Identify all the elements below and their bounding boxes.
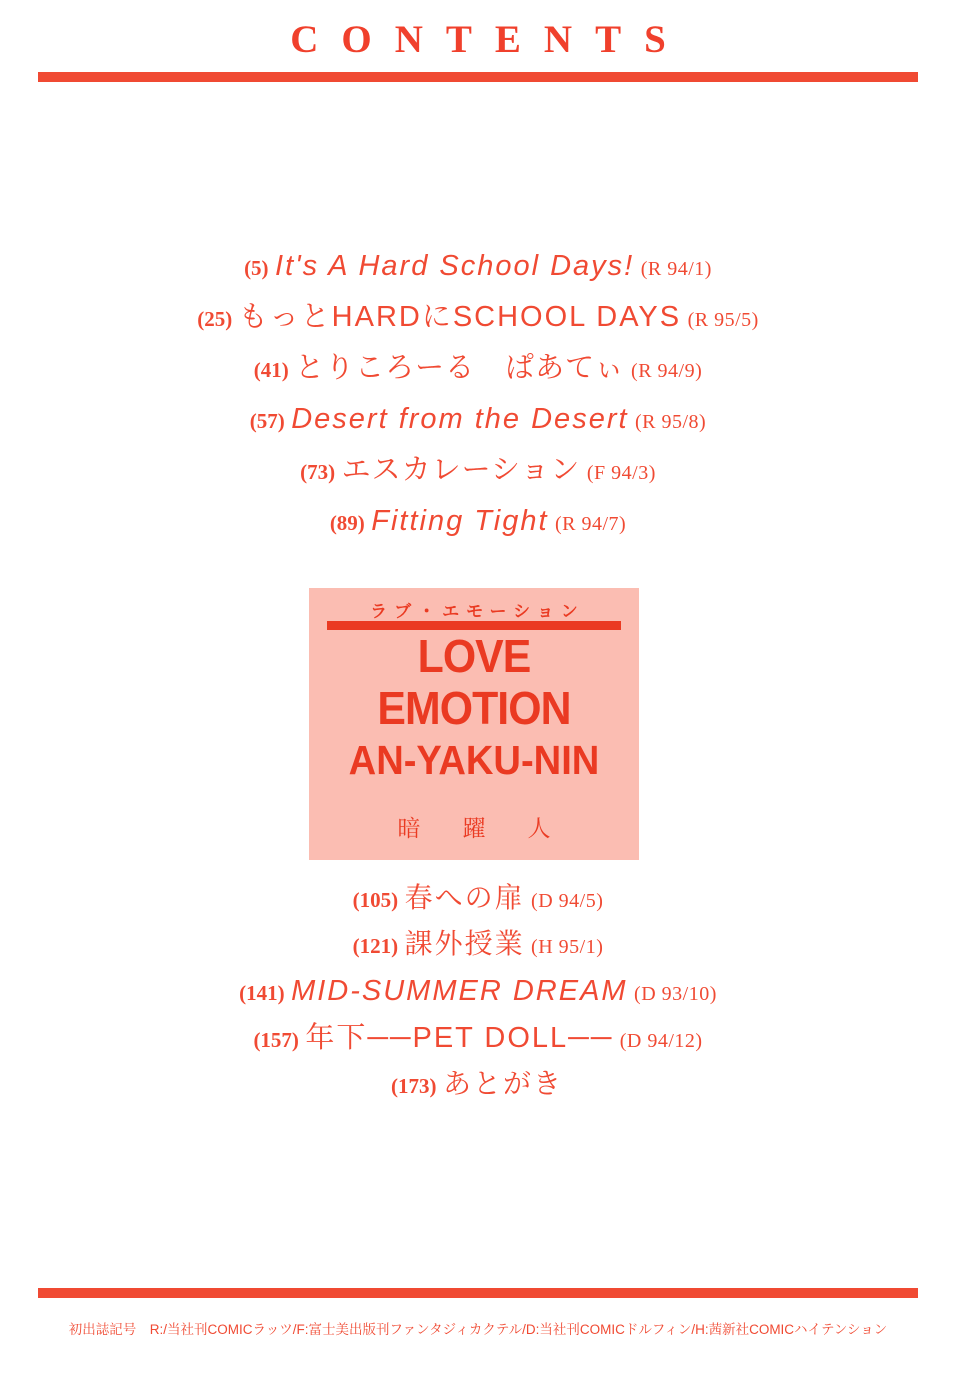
toc-entry-title: Desert from the Desert bbox=[291, 403, 629, 435]
logo-line-2: AN-YAKU-NIN bbox=[348, 737, 600, 783]
toc-page-number: (41) bbox=[253, 358, 289, 382]
list-item[interactable] bbox=[0, 885, 956, 913]
list-item[interactable] bbox=[0, 931, 956, 959]
toc-upper bbox=[0, 252, 956, 558]
toc-entry-title: エスカレーション bbox=[341, 454, 581, 486]
toc-page-number: (121) bbox=[352, 934, 399, 958]
page-header bbox=[0, 20, 956, 59]
love-emotion-logo bbox=[309, 588, 639, 860]
toc-entry-source: (H 95/1) bbox=[531, 936, 604, 958]
toc-entry-title: 年下──PET DOLL── bbox=[305, 1022, 614, 1054]
toc-entry-source: (R 95/8) bbox=[635, 411, 707, 433]
list-item[interactable] bbox=[0, 354, 956, 383]
divider-bottom bbox=[38, 1288, 918, 1298]
toc-page-number: (105) bbox=[352, 888, 399, 912]
toc-entry-title: Fitting Tight bbox=[371, 505, 549, 537]
list-item[interactable] bbox=[0, 507, 956, 536]
list-item[interactable] bbox=[0, 303, 956, 332]
list-item[interactable] bbox=[0, 977, 956, 1006]
logo-kanji-text: 暗躍人 bbox=[397, 816, 593, 841]
list-item[interactable] bbox=[0, 252, 956, 281]
toc-entry-source: (D 94/5) bbox=[531, 890, 604, 912]
toc-page-number: (5) bbox=[244, 256, 269, 280]
footnote: 初出誌記号 R:/当社刊COMICラッツ/F:富士美出版刊ファンタジィカクテル/D:当社刊COMICドルフィン/H:茜新社COMICハイテンション bbox=[68, 1322, 888, 1337]
list-item[interactable] bbox=[0, 405, 956, 434]
toc-entry-title: 春への扉 bbox=[404, 883, 525, 914]
toc-entry-source: (F 94/3) bbox=[586, 462, 656, 484]
toc-page-number: (89) bbox=[329, 511, 365, 535]
toc-page-number: (157) bbox=[253, 1028, 299, 1052]
toc-entry-title: もっとHARDにSCHOOL DAYS bbox=[238, 301, 682, 333]
toc-entry-source: (R 94/1) bbox=[640, 258, 712, 280]
toc-page-number: (73) bbox=[300, 460, 336, 484]
list-item[interactable] bbox=[0, 456, 956, 485]
toc-page-number: (25) bbox=[197, 307, 233, 331]
toc-entry-title: MID-SUMMER DREAM bbox=[291, 975, 628, 1007]
list-item[interactable] bbox=[0, 1024, 956, 1053]
toc-entry-source: (R 94/7) bbox=[554, 513, 627, 535]
toc-lower bbox=[0, 885, 956, 1117]
toc-entry-title: とりころーる ぱあてぃ bbox=[295, 352, 625, 384]
logo-katakana-text: ラブ・エモーション bbox=[370, 602, 585, 621]
logo-line-1: LOVE EMOTION bbox=[377, 630, 571, 734]
divider-top bbox=[38, 72, 918, 82]
toc-entry-title: あとがき bbox=[442, 1069, 563, 1100]
toc-entry-title: It's A Hard School Days! bbox=[275, 250, 635, 282]
toc-entry-title: 課外授業 bbox=[404, 929, 525, 960]
toc-entry-source: (D 93/10) bbox=[634, 983, 717, 1005]
toc-page-number: (57) bbox=[249, 409, 285, 433]
toc-entry-source: (R 95/5) bbox=[687, 309, 759, 331]
toc-entry-source: (R 94/9) bbox=[631, 360, 703, 382]
toc-page-number: (173) bbox=[391, 1074, 437, 1098]
page-title: CONTENTS bbox=[290, 18, 689, 61]
list-item[interactable] bbox=[0, 1071, 956, 1099]
logo-rule bbox=[327, 621, 621, 630]
toc-page-number: (141) bbox=[239, 981, 285, 1005]
logo-wordmark bbox=[321, 630, 628, 786]
toc-entry-source: (D 94/12) bbox=[619, 1030, 703, 1052]
